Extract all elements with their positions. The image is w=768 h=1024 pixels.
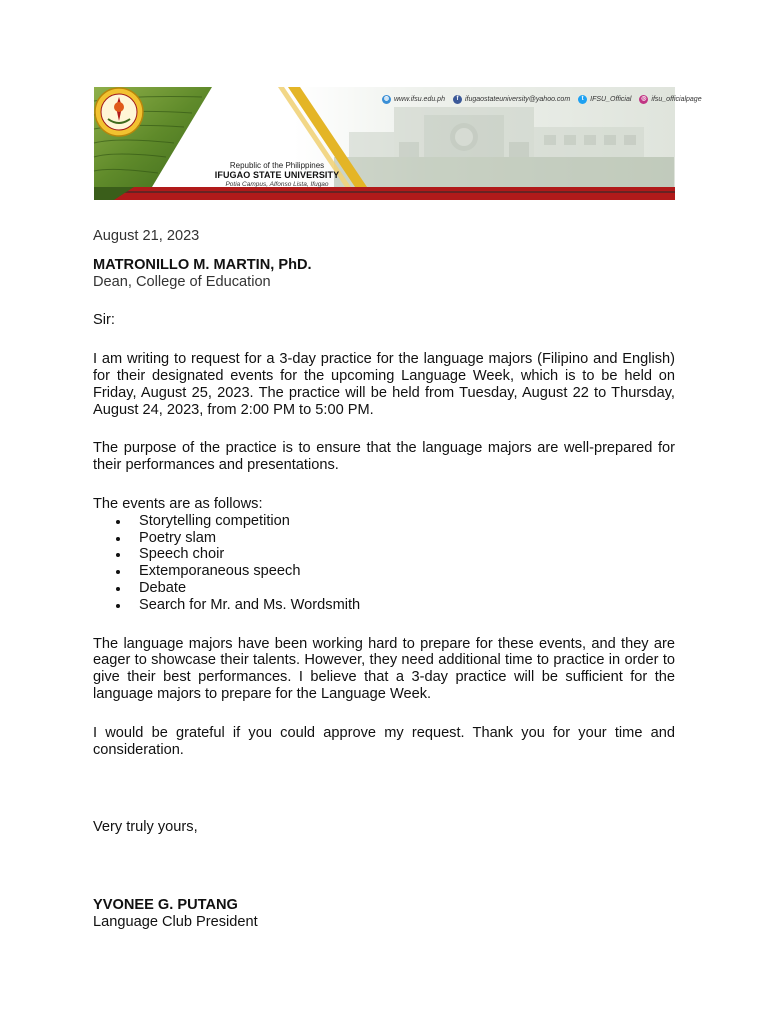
salutation: Sir: <box>93 312 115 329</box>
signatory-name: YVONEE G. PUTANG <box>93 897 238 914</box>
twitter-icon: t <box>578 95 587 104</box>
instagram-icon: ◎ <box>641 96 647 102</box>
website-link[interactable]: ◍ www.ifsu.edu.ph <box>383 96 445 103</box>
university-name: IFUGAO STATE UNIVERSITY <box>214 170 340 181</box>
events-intro: The events are as follows: <box>93 495 263 512</box>
globe-icon: ◍ <box>383 96 390 102</box>
republic-text: Republic of the Philippines <box>229 161 325 170</box>
instagram-link[interactable]: ◎ ifsu_officialpage <box>641 96 702 103</box>
recipient-name: MATRONILLO M. MARTIN, PhD. <box>93 256 312 273</box>
paragraph-justification: The language majors have been working hard to prepare for these events, and they are eager to showcase their talents. However, they need additional time to practice in order to give their best performances. I believe that a 3-day practice will be sufficient for the language majors to prepare for the Language Week. <box>93 635 675 702</box>
recipient-title: Dean, College of Education <box>93 273 271 290</box>
twitter-link[interactable]: t IFSU_Official <box>578 95 631 104</box>
list-item: Extemporaneous speech <box>139 563 675 580</box>
social-links <box>382 95 702 104</box>
list-item: Storytelling competition <box>139 513 675 530</box>
facebook-icon: f <box>453 95 462 104</box>
paragraph-purpose: The purpose of the practice is to ensure that the language majors are well-prepared for their performances and presentations. <box>93 440 675 474</box>
list-item: Debate <box>139 580 675 597</box>
list-item: Poetry slam <box>139 530 675 547</box>
campus-address: Potia Campus, Alfonso Lista, Ifugao <box>225 180 329 188</box>
letter-body <box>93 228 675 931</box>
paragraph-request: I am writing to request for a 3-day practice for the language majors (Filipino and English) for their designated events for the upcoming Language Week, which is to be held on Friday, August 25, 2023. The practice will be held from Tuesday, August 22 to Thursday, August 24, 2023, from 2:00 PM to 5:00 PM. <box>93 351 675 418</box>
list-item: Search for Mr. and Ms. Wordsmith <box>139 597 675 614</box>
signatory-title: Language Club President <box>93 913 258 930</box>
paragraph-thanks: I would be grateful if you could approve my request. Thank you for your time and consideration. <box>93 724 675 758</box>
university-seal-icon <box>94 87 144 137</box>
list-item: Speech choir <box>139 546 675 563</box>
letterhead-banner <box>94 87 702 200</box>
university-name-block <box>212 161 342 188</box>
events-list <box>93 513 675 614</box>
facebook-link[interactable]: f ifugaostateuniversity@yahoo.com <box>453 95 570 104</box>
closing: Very truly yours, <box>93 819 198 836</box>
letter-date: August 21, 2023 <box>93 228 200 244</box>
